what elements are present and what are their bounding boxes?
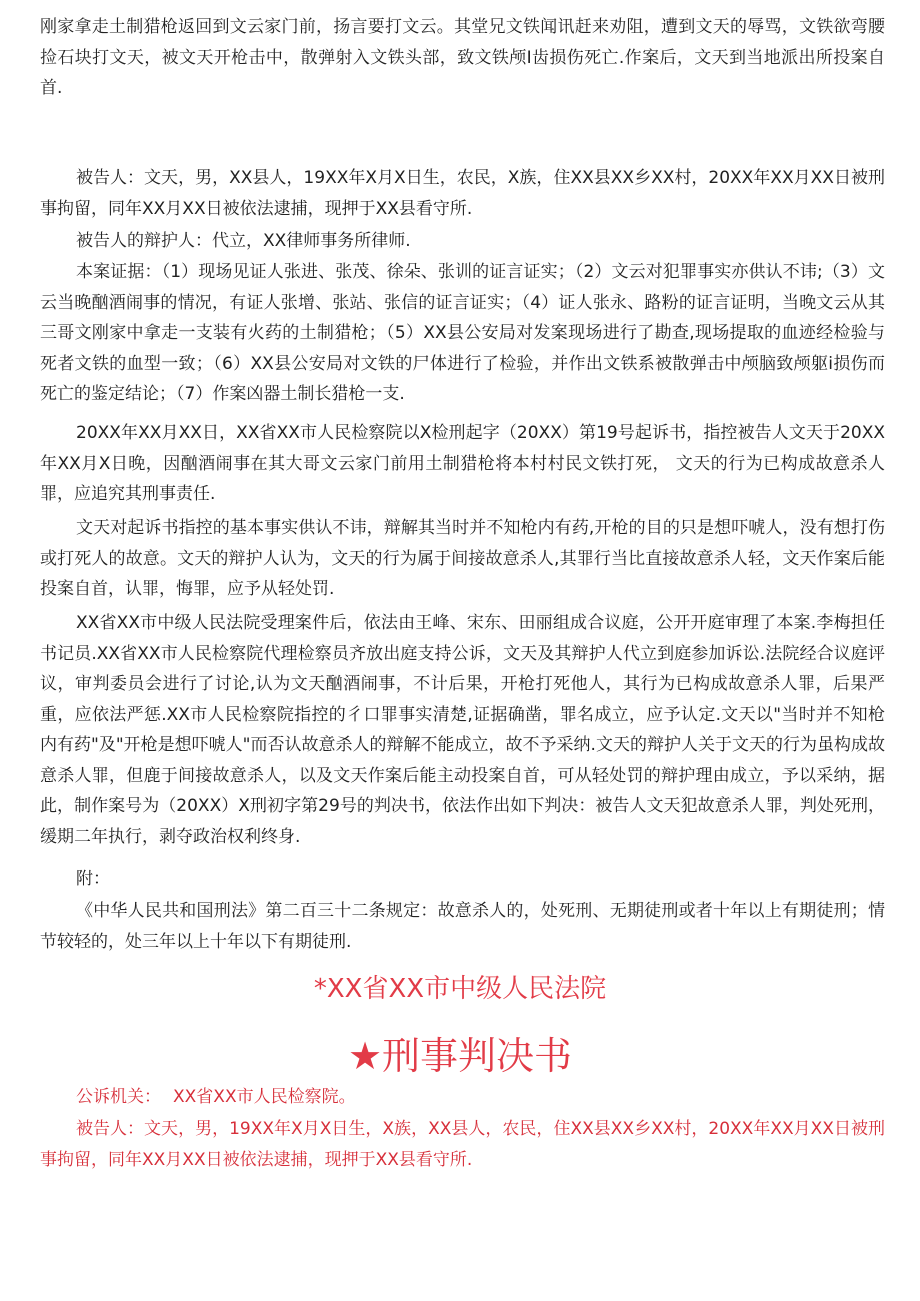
court-title: *XX省XX市中级人民法院 bbox=[313, 974, 607, 1004]
paragraph-indictment: 20XX年XX月XX日，XX省XX市人民检察院以X检刑起字（20XX）第19号起诉书，指控被告人文天于20XX年XX月X日晚，因酗酒闹事在其大哥文云家门前用土制猎枪将本村村民文铁打死， 文天的行为已构成故意杀人罪，应追究其刑事责任. bbox=[40, 423, 885, 504]
paragraph-criminal-law-article: 《中华人民共和国刑法》第二百三十二条规定：故意杀人的，处死刑、无期徒刑或者十年以上有期徒刑；情节较轻的，处三年以上十年以下有期徒刑. bbox=[40, 901, 885, 952]
prosecutor-line bbox=[40, 1082, 885, 1113]
prosecutor-value: XX省XX市人民检察院。 bbox=[173, 1087, 356, 1107]
paragraph-judgment: XX省XX市中级人民法院受理案件后，依法由王峰、宋东、田丽组成合议庭，公开开庭审理了本案.李梅担任书记员.XX省XX市人民检察院代理检察员齐放出庭支持公诉，文天及其辩护人代立到庭参加诉讼.法院经合议庭评议，审判委员会进行了讨论,认为文天酗酒闹事，不计后果，开枪打死他人，其行为已构成故意杀人罪，后果严重，应依法严惩.XX市人民检察院指控的彳口罪事实清楚,证据确凿，罪名成立，应予认定.文天以"当时并不知枪内有药"及"开枪是想吓唬人"而否认故意杀人的辩解不能成立，故不予采纳.文天的辩护人关于文天的行为虽构成故意杀人罪，但鹿于间接故意杀人，以及文天作案后能主动投案自首，可从轻处罚的辩护理由成立，予以采纳，据此，制作案号为（20XX）X刑初字第29号的判决书，依法作出如下判决：被告人文天犯故意杀人罪，判处死刑，缓期二年执行，剥夺政治权利终身. bbox=[40, 613, 885, 847]
paragraph-incident: 刚家拿走土制猎枪返回到文云家门前，扬言要打文云。其堂兄文铁闻讯赶来劝阻，遭到文天的辱骂，文铁欲弯腰捡石块打文天，被文天开枪击中，散弹射入文铁头部，致文铁颅I齿损伤死亡.作案后，文天到当地派出所投案自首. bbox=[40, 17, 885, 98]
defendant-red-paragraph: 被告人：文天，男，19XX年X月X日生，X族，XX县人，农民，住XX县XX乡XX村，20XX年XX月XX日被刑事拘留，同年XX月XX日被依法逮捕，现押于XX县看守所. bbox=[40, 1119, 885, 1170]
paragraph-appendix-label: 附： bbox=[76, 869, 110, 889]
paragraph-defendant: 被告人：文天，男，XX县人，19XX年X月X日生，农民，X族，住XX县XX乡XX村，20XX年XX月XX日被刑事拘留，同年XX月XX日被依法逮捕，现押于XX县看守所. bbox=[40, 168, 885, 219]
paragraph-defense-counsel: 被告人的辩护人：代立，XX律师事务所律师. bbox=[76, 231, 411, 251]
prosecutor-label: 公诉机关： bbox=[76, 1087, 161, 1107]
paragraph-defense-argument: 文天对起诉书指控的基本事实供认不讳，辩解其当时并不知枪内有药,开枪的目的只是想吓唬人，没有想打伤或打死人的故意。文天的辩护人认为，文天的行为属于间接故意杀人,其罪行当比直接故意杀人轻，文天作案后能投案自首，认罪，悔罪，应予从轻处罚. bbox=[40, 518, 885, 599]
paragraph-evidence: 本案证据：（1）现场见证人张进、张茂、徐朵、张训的证言证实；（2）文云对犯罪事实亦供认不讳;（3）文云当晚酗酒闹事的情况，有证人张增、张站、张信的证言证实；（4）证人张永、路粉的证言证明，当晚文云从其三哥文刚家中拿走一支装有火药的土制猎枪；（5）XX县公安局对发案现场进行了勘查,现场提取的血迹经检验与死者文铁的血型一致；（6）XX县公安局对文铁的尸体进行了检验，并作出文铁系被散弹击中颅脑致颅躯i损伤而死亡的鉴定结论；（7）作案凶器土制长猎枪一支. bbox=[40, 262, 885, 404]
document-title: ★刑事判决书 bbox=[347, 1034, 573, 1078]
